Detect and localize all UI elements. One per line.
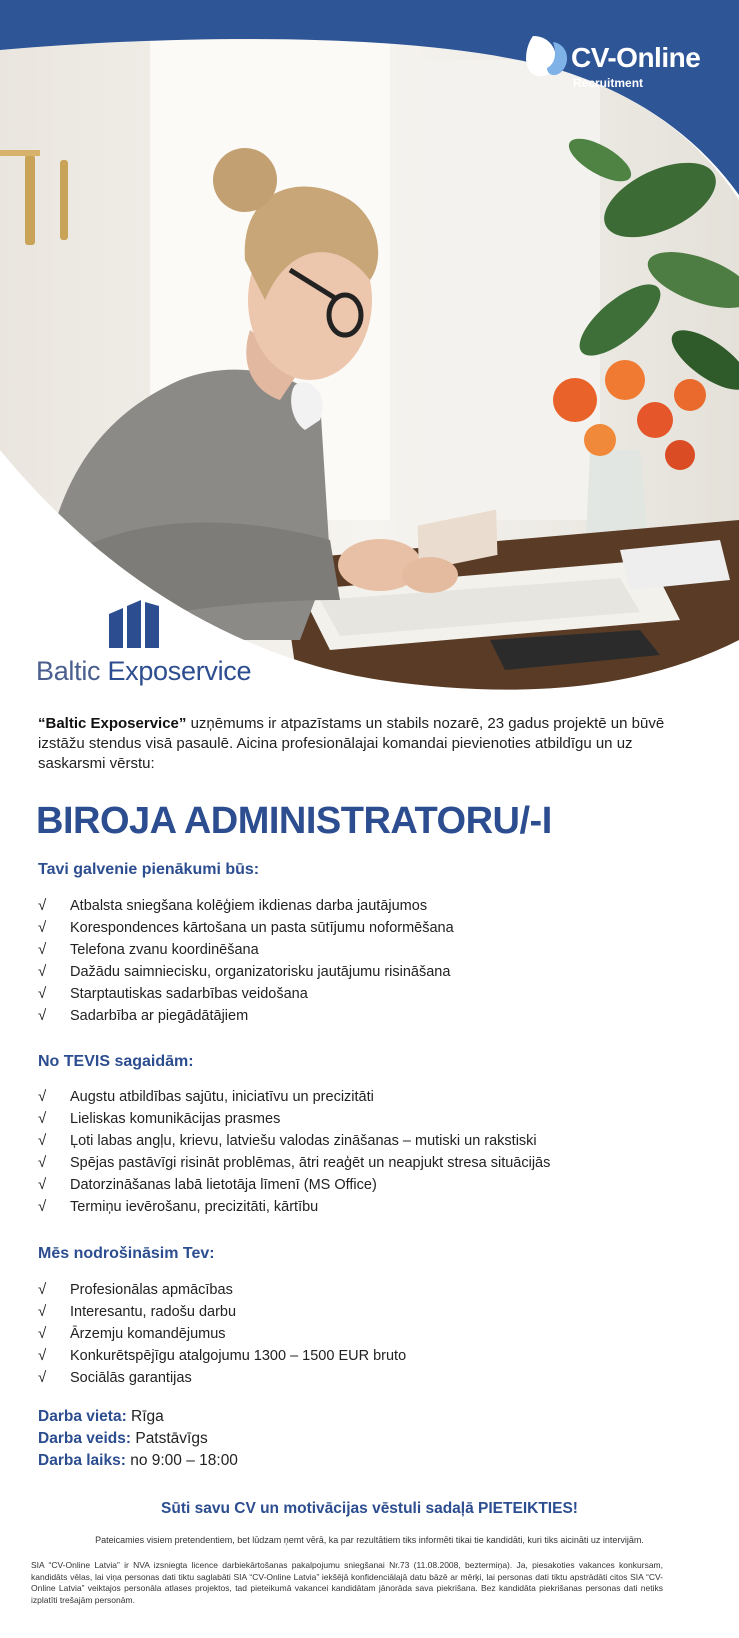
section-heading-benefits: Mēs nodrošināsim Tev: xyxy=(38,1245,215,1262)
list-item: √ Lieliskas komunikācijas prasmes xyxy=(38,1108,550,1130)
list-item: √ Atbalsta sniegšana kolēģiem ikdienas darba jautājumos xyxy=(38,895,454,917)
cv-online-brand-name: CV-Online xyxy=(571,42,701,73)
list-item: √ Ārzemju komandējumus xyxy=(38,1323,406,1345)
intro-company-name: “Baltic Exposervice” xyxy=(38,715,187,732)
cv-online-mark-icon xyxy=(525,34,569,78)
list-item: √ Datorzināšanas labā lietotāja līmenī (MS Office) xyxy=(38,1174,550,1196)
check-icon: √ xyxy=(38,1176,47,1193)
intro-text: uzņēmums ir atpazīstams un stabils nozarē, 23 gadus projektē un būvē izstāžu stendus visā pasaulē. Aicina profesionālajai komandai pievienoties atbildīgu un uz saskarsmi vērstu: xyxy=(38,715,665,772)
list-item: √ Ļoti labas angļu, krievu, latviešu valodas zināšanas – mutiski un rakstiski xyxy=(38,1130,550,1152)
baltic-exposervice-mark-icon xyxy=(109,598,161,648)
check-icon: √ xyxy=(38,1132,47,1149)
baltic-exposervice-logo xyxy=(36,598,266,688)
check-icon: √ xyxy=(38,1154,47,1171)
check-icon: √ xyxy=(38,919,47,936)
check-icon: √ xyxy=(38,1110,47,1127)
check-icon: √ xyxy=(38,1325,47,1342)
check-icon: √ xyxy=(38,1088,47,1105)
check-icon: √ xyxy=(38,1303,47,1320)
list-item: √ Sadarbība ar piegādātājiem xyxy=(38,1005,454,1027)
requirements-list xyxy=(38,1086,550,1218)
list-item: √ Profesionālas apmācības xyxy=(38,1279,406,1301)
list-item: √ Termiņu ievērošanu, precizitāti, kārtību xyxy=(38,1196,550,1218)
cv-online-brand-sub: Recruitment xyxy=(573,76,644,90)
check-icon: √ xyxy=(38,1347,47,1364)
apply-call-to-action: Sūti savu CV un motivācijas vēstuli sadaļā PIETEIKTIES! xyxy=(161,1500,578,1517)
job-type: Darba veids: Patstāvīgs xyxy=(38,1430,208,1447)
hero-photo xyxy=(0,0,739,700)
section-heading-requirements: No TEVIS sagaidām: xyxy=(38,1053,194,1070)
list-item: √ Konkurētspējīgu atalgojumu 1300 – 1500 EUR bruto xyxy=(38,1345,406,1367)
baltic-exposervice-wordmark: Baltic Exposervice xyxy=(36,656,252,686)
cv-online-logo xyxy=(525,32,705,92)
list-item: √ Sociālās garantijas xyxy=(38,1367,406,1389)
check-icon: √ xyxy=(38,941,47,958)
check-icon: √ xyxy=(38,897,47,914)
intro-block xyxy=(38,714,668,774)
list-item: √ Dažādu saimniecisku, organizatorisku jautājumu risināšana xyxy=(38,961,454,983)
job-title: BIROJA ADMINISTRATORU/-I xyxy=(36,800,552,842)
hero-banner xyxy=(0,0,739,700)
benefits-list xyxy=(38,1279,406,1389)
list-item: √ Spējas pastāvīgi risināt problēmas, ātri reaģēt un neapjukt stresa situācijās xyxy=(38,1152,550,1174)
job-hours: Darba laiks: no 9:00 – 18:00 xyxy=(38,1452,238,1469)
job-info xyxy=(38,1406,238,1472)
check-icon: √ xyxy=(38,985,47,1002)
intro-paragraph xyxy=(38,714,668,774)
list-item: √ Korespondences kārtošana un pasta sūtījumu noformēšana xyxy=(38,917,454,939)
list-item: √ Telefona zvanu koordinēšana xyxy=(38,939,454,961)
check-icon: √ xyxy=(38,1007,47,1024)
duties-list xyxy=(38,895,454,1027)
section-heading-duties: Tavi galvenie pienākumi būs: xyxy=(38,861,260,878)
check-icon: √ xyxy=(38,1369,47,1386)
legal-disclaimer: SIA “CV-Online Latvia” ir NVA izsniegta licence darbiekārtošanas pakalpojumu sniegšanai Nr.73 (11.08.2008, beztermiņa). Ja, piesakoties vakances konkursam, kandidāts vēlas, lai viņa personas dati tiktu saglabāti SIA “CV-Online Latvia” iekšējā konfidenciālajā datu bāzē ar mērķi, lai personas dati tiktu apstrādāti citos SIA “CV-Online Latvia” veiktajos personāla atlases projektos, tad pieteikumā vakancei kandidātam jānorāda sava piekrišana. Bez kandidāta piekrišanas personas dati netiks izplatīti trešajām personām. xyxy=(31,1560,663,1605)
check-icon: √ xyxy=(38,1198,47,1215)
list-item: √ Augstu atbildības sajūtu, iniciatīvu un precizitāti xyxy=(38,1086,550,1108)
thanks-note: Pateicamies visiem pretendentiem, bet lūdzam ņemt vērā, ka par rezultātiem tiks informēti tikai tie kandidāti, kuri tiks aicināti uz intervijām. xyxy=(95,1535,644,1545)
list-item: √ Interesantu, radošu darbu xyxy=(38,1301,406,1323)
check-icon: √ xyxy=(38,963,47,980)
job-location: Darba vieta: Rīga xyxy=(38,1408,164,1425)
check-icon: √ xyxy=(38,1281,47,1298)
list-item: √ Starptautiskas sadarbības veidošana xyxy=(38,983,454,1005)
